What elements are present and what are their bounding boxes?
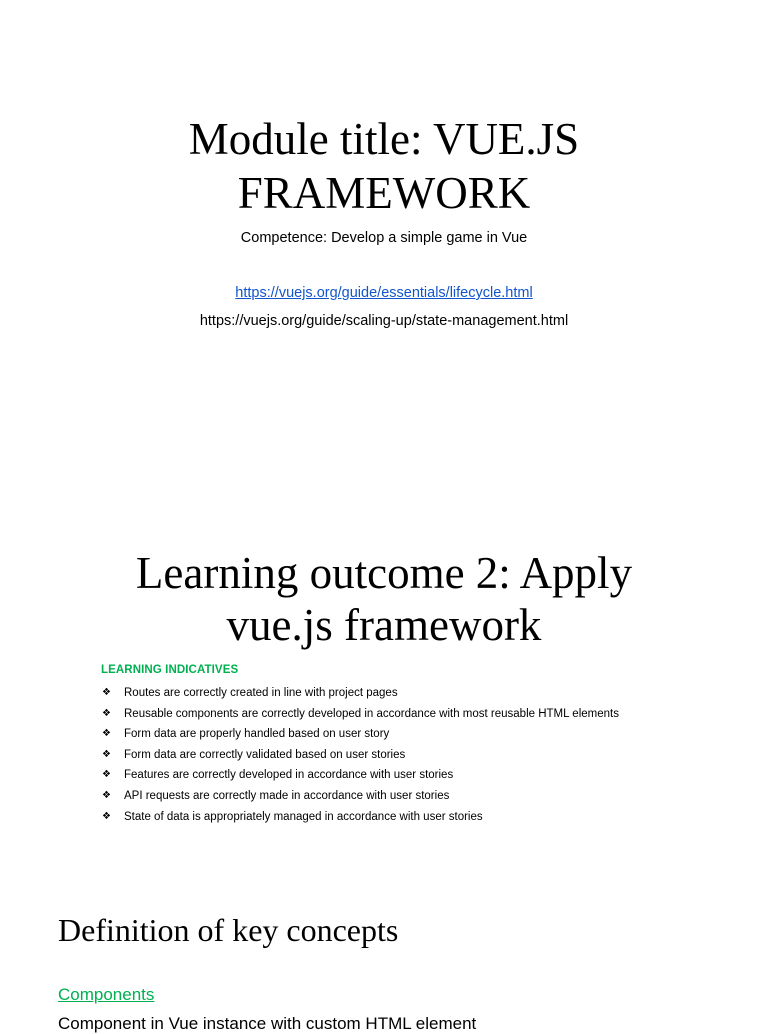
learning-outcome-line-2: vue.js framework: [226, 600, 542, 650]
list-item: [102, 724, 619, 745]
learning-outcome-title: [0, 547, 768, 651]
lifecycle-link[interactable]: https://vuejs.org/guide/essentials/lifecycle.html: [235, 285, 533, 301]
components-description: Component in Vue instance with custom HTML element: [58, 1014, 477, 1033]
diamond-bullet-icon: ❖: [102, 789, 111, 801]
list-item-text: State of data is appropriately managed in accordance with user stories: [124, 810, 483, 823]
list-item: [102, 704, 619, 725]
learning-indicatives-heading: LEARNING INDICATIVES: [101, 664, 239, 676]
state-management-url: https://vuejs.org/guide/scaling-up/state-management.html: [199, 313, 569, 329]
module-title-line-1: Module title: VUE.JS: [188, 114, 580, 164]
list-item-text: Routes are correctly created in line with project pages: [124, 687, 398, 699]
list-item: [102, 765, 619, 786]
diamond-bullet-icon: ❖: [102, 748, 111, 760]
learning-outcome-line-1: Learning outcome 2: Apply: [135, 548, 633, 598]
components-heading: Components: [58, 985, 155, 1004]
list-item: [102, 786, 619, 807]
definitions-heading: Definition of key concepts: [58, 912, 399, 948]
module-title: [0, 112, 768, 220]
list-item: [102, 745, 619, 766]
list-item: [102, 807, 619, 828]
diamond-bullet-icon: ❖: [102, 810, 111, 822]
diamond-bullet-icon: ❖: [102, 707, 111, 719]
list-item-text: Features are correctly developed in accordance with user stories: [124, 769, 454, 782]
diamond-bullet-icon: ❖: [102, 687, 111, 698]
learning-indicatives-list: [102, 683, 619, 827]
list-item-text: API requests are correctly made in accordance with user stories: [124, 789, 450, 802]
list-item-text: Form data are properly handled based on user story: [124, 728, 390, 741]
list-item-text: Form data are correctly validated based on user stories: [124, 748, 406, 761]
diamond-bullet-icon: ❖: [102, 769, 111, 781]
competence-text: Competence: Develop a simple game in Vue: [240, 230, 528, 246]
list-item-text: Reusable components are correctly developed in accordance with most reusable HTML elements: [124, 707, 619, 720]
list-item: [102, 683, 619, 704]
module-title-line-2: FRAMEWORK: [237, 168, 531, 218]
diamond-bullet-icon: ❖: [102, 728, 111, 740]
